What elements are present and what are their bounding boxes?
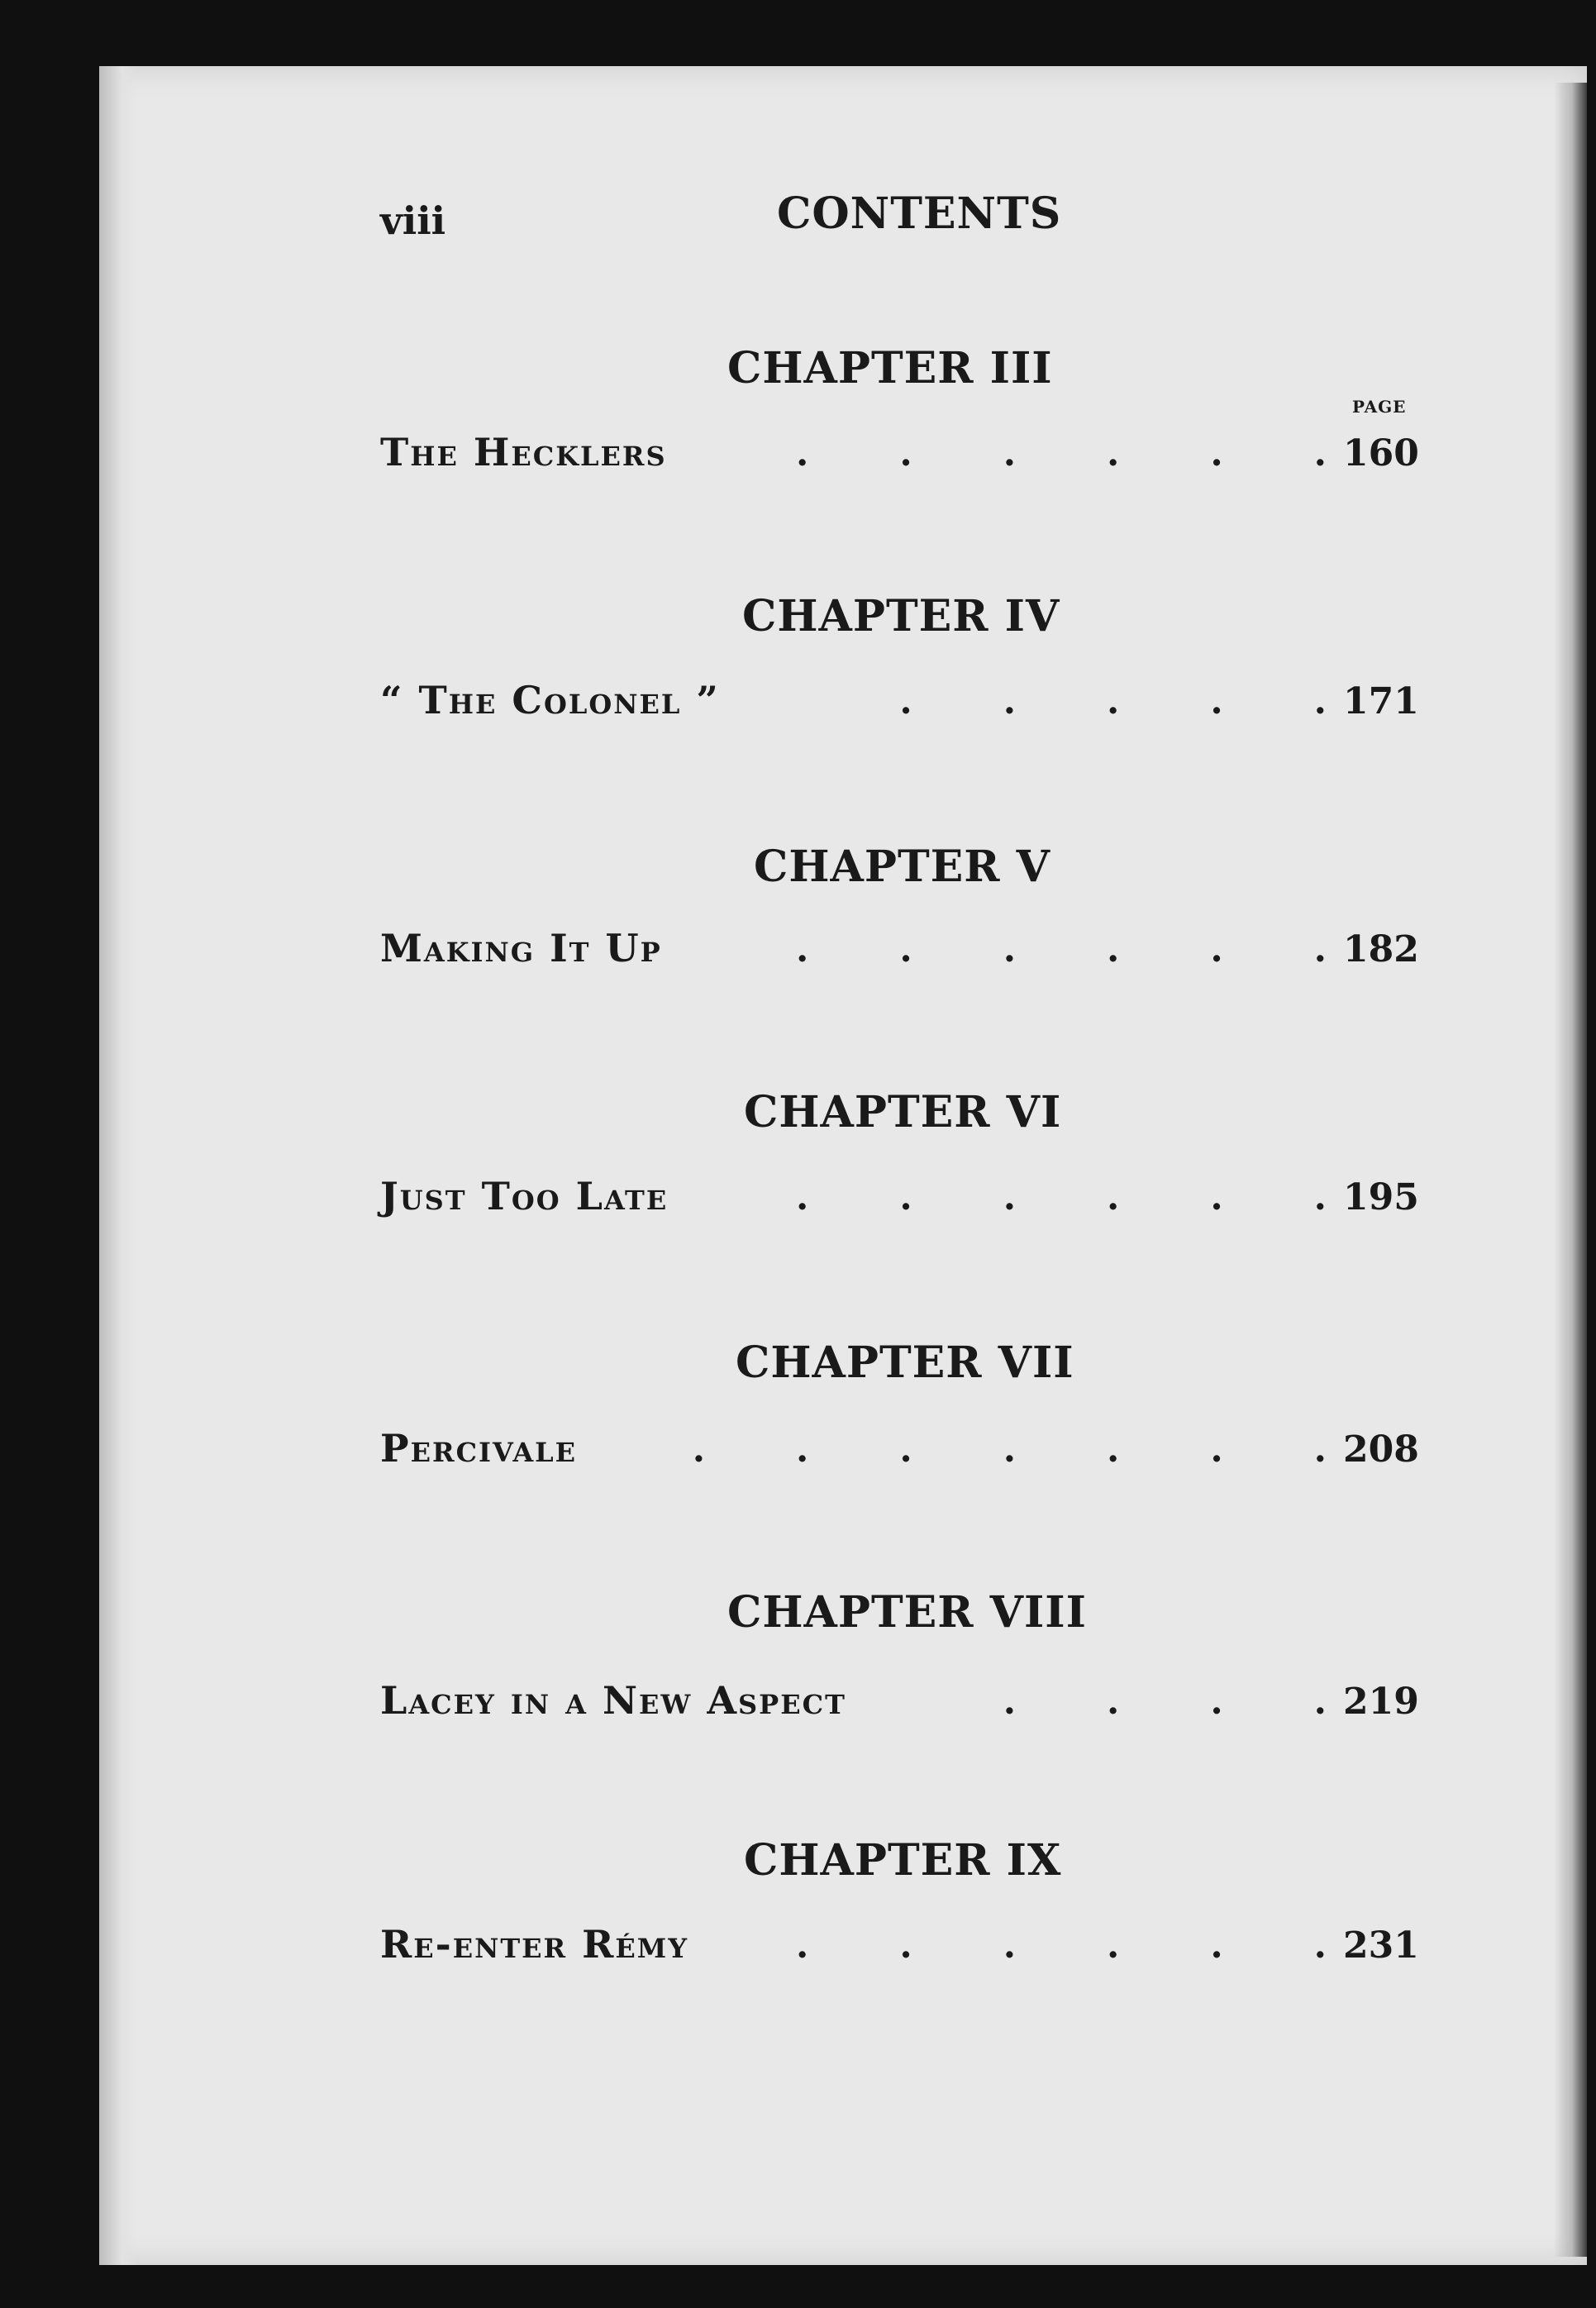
dot-leader: . . . . . . — [796, 432, 1327, 474]
page-folio: viii — [380, 198, 446, 243]
toc-entry-title: Re-enter Rémy — [380, 1922, 689, 1967]
toc-entry-page: 231 — [1343, 1924, 1419, 1967]
toc-entry[interactable] — [380, 1922, 1417, 1980]
dot-leader: . . . . . . — [796, 928, 1327, 970]
toc-entry[interactable] — [380, 1678, 1417, 1736]
toc-entry[interactable] — [380, 926, 1417, 984]
dot-leader: . . . . . . . — [692, 1428, 1327, 1471]
toc-entry-title: Making It Up — [380, 926, 662, 970]
toc-entry-page: 219 — [1343, 1681, 1419, 1723]
toc-entry-page: 160 — [1343, 432, 1419, 474]
toc-entry[interactable] — [380, 1174, 1417, 1232]
dot-leader: . . . . — [1003, 1681, 1327, 1723]
toc-entry-page: 171 — [1343, 680, 1419, 722]
chapter-heading: CHAPTER VI — [744, 1087, 1062, 1137]
toc-entry[interactable] — [380, 430, 1417, 488]
toc-entry-page: 208 — [1343, 1428, 1419, 1471]
chapter-heading: CHAPTER III — [727, 343, 1053, 393]
page-edge-shadow — [1554, 83, 1587, 2257]
toc-entry-title: Percivale — [380, 1426, 578, 1471]
toc-entry[interactable] — [380, 1426, 1417, 1484]
dot-leader: . . . . . — [899, 680, 1327, 722]
page-gutter-shadow — [99, 66, 137, 2265]
toc-entry-page: 195 — [1343, 1176, 1419, 1218]
page-column-label: PAGE — [1352, 397, 1407, 417]
dot-leader: . . . . . . — [796, 1924, 1327, 1967]
toc-entry[interactable] — [380, 678, 1417, 736]
chapter-heading: CHAPTER IX — [744, 1835, 1062, 1886]
running-title: CONTENTS — [777, 188, 1062, 239]
toc-entry-title: Lacey in a New Aspect — [380, 1678, 846, 1723]
toc-entry-title: “ The Colonel ” — [380, 678, 720, 722]
toc-entry-title: The Hecklers — [380, 430, 667, 474]
chapter-heading: CHAPTER VII — [736, 1338, 1074, 1388]
toc-entry-page: 182 — [1343, 928, 1419, 970]
chapter-heading: CHAPTER V — [754, 842, 1051, 892]
chapter-heading: CHAPTER IV — [742, 591, 1060, 641]
toc-entry-title: Just Too Late — [380, 1174, 669, 1218]
dot-leader: . . . . . . — [796, 1176, 1327, 1218]
chapter-heading: CHAPTER VIII — [727, 1587, 1087, 1638]
